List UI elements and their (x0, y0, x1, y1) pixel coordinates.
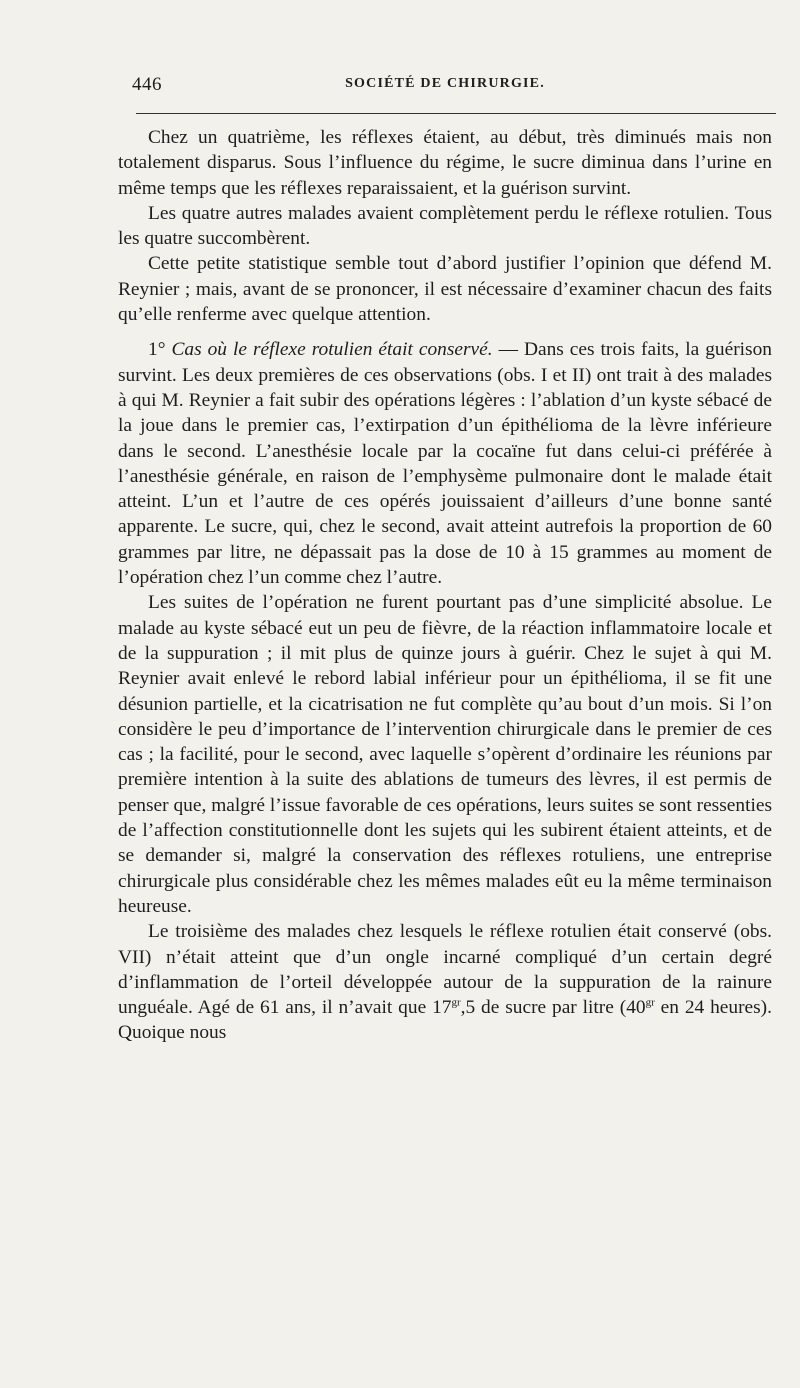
paragraph: Cette petite statistique semble tout d’abord justifier l’opinion que défend M. Reynier ; mais, avant de se prononcer, il est nécessaire d’examiner chacun des faits qu’elle renferme avec quelque attention. (118, 253, 772, 326)
header-rule (136, 113, 776, 114)
dose-value: 17 (432, 997, 452, 1019)
unit-superscript: gr (451, 996, 461, 1009)
unit-superscript: gr (645, 996, 655, 1009)
page-number: 446 (132, 74, 162, 95)
section-number: 1° (148, 339, 172, 361)
paragraph-text: Le troisième des malades chez lesquels le réflexe rotulien était conservé (obs. VII) n’était atteint que d’un ongle incarné compliqué d’un certain degré d’inflammation de l’orteil développée autour de la suppuration de la rainure unguéale. Agé de 61 ans, il n’avait que (118, 921, 772, 1019)
running-title: SOCIÉTÉ DE CHIRURGIE. (345, 76, 545, 91)
paragraph: Les suites de l’opération ne furent pourtant pas d’une simplicité absolue. Le malade au kyste sébacé eut un peu de fièvre, de la réaction inflammatoire locale et de la suppuration ; il mit plus de quinze jours à guérir. Chez le sujet à qui M. Reynier avait enlevé le rebord labial inférieur pour un épithélioma, il se fit une désunion partielle, et la cicatrisation ne fut complète qu’au bout d’un mois. Si l’on considère le peu d’importance de l’intervention chirurgicale dans le premier de ces cas ; la facilité, pour le second, avec laquelle s’opèrent d’ordinaire les réunions par première intention à la suite des ablations de tumeurs des lèvres, il est permis de penser que, malgré l’issue favorable de ces opérations, leurs suites se sont ressenties de l’affection constitutionnelle dont les sujets qui les subirent étaient atteints, et de se demander si, malgré la conservation des réflexes rotuliens, une entreprise chirurgicale plus considérable chez les mêmes malades eût eu la même terminaison heureuse. (118, 592, 772, 917)
dose-value: 40 (626, 997, 646, 1019)
paragraph-text: — Dans ces trois faits, la guérison survint. Les deux premières de ces observations (obs. I et II) ont trait à des malades à qui M. Reynier a fait subir des opérations légères : l’ablation d’un kyste sébacé de la joue dans le premier cas, l’extirpation d’un épithélioma de la lèvre inférieure dans le second. L’anesthésie locale par la cocaïne fut dans celui-ci préférée à l’anesthésie générale, en raison de l’emphysème pulmonaire dont le malade était atteint. L’un et l’autre de ces opérés jouissaient d’ailleurs d’une bonne santé apparente. Le sucre, qui, chez le second, avait atteint autrefois la proportion de 60 grammes par litre, ne dépassait pas la dose de 10 à 15 grammes au moment de l’opération chez l’un comme chez l’autre. (118, 339, 772, 589)
section-heading: Cas où le réflexe rotulien était conservé. (171, 339, 493, 361)
paragraph-text: en 24 heures). Quoique nous (118, 997, 772, 1044)
section-paragraph (118, 337, 772, 590)
paragraph (118, 919, 772, 1045)
paragraph: Chez un quatrième, les réflexes étaient, au début, très diminués mais non totalement disparus. Sous l’influence du régime, le sucre diminua dans l’urine en même temps que les réflexes reparaissaient, et la guérison survint. (118, 127, 772, 199)
body-text (118, 125, 772, 1046)
paragraph: Les quatre autres malades avaient complètement perdu le réflexe rotulien. Tous les quatre succombèrent. (118, 202, 772, 250)
paragraph-text: ,5 de sucre par litre ( (460, 997, 627, 1019)
running-head (118, 74, 772, 102)
